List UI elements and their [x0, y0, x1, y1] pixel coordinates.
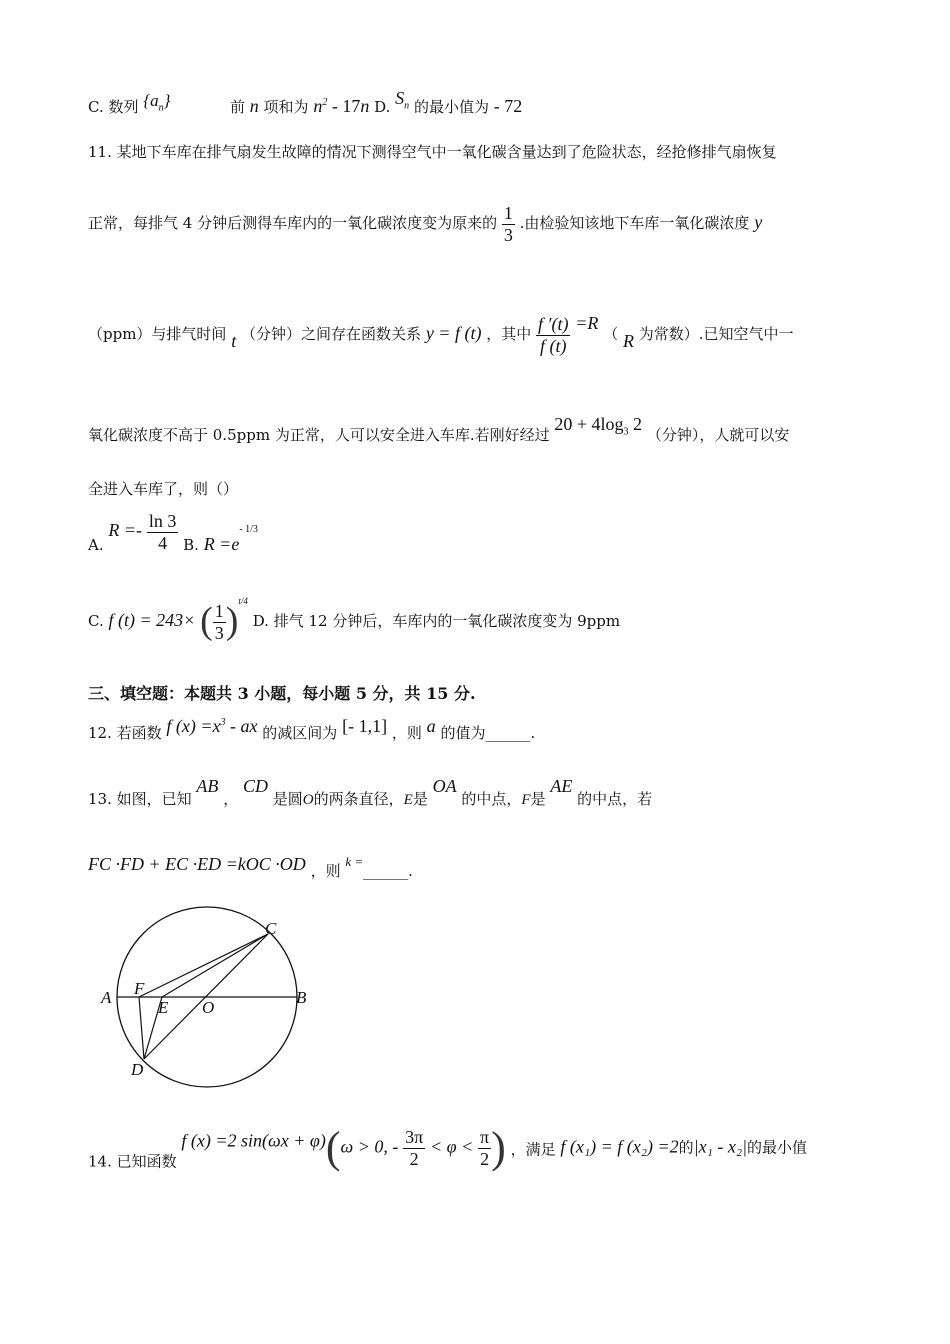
q14-cond-b: < φ < [430, 1136, 474, 1157]
q13-text-d: 的两条直径， [313, 790, 404, 808]
q11-line2-text: 正常，每排气 4 分钟后测得车库内的一氧化碳浓度变为原来的 [88, 214, 498, 233]
q13-F: F [521, 792, 531, 808]
q13-CD: CD [242, 776, 268, 796]
q10-tail: 的最小值为 [413, 98, 489, 116]
q14-frac-3pi2: $\frac{3\pi}{2}$ [405, 1127, 424, 1169]
q10-S: $S_n$ [395, 88, 410, 112]
label-c: C [265, 919, 277, 938]
q13-AE: AE [550, 776, 573, 796]
ratio-fraction: $\frac{f '(t)}{f (t)}$ [538, 313, 569, 356]
q13-AB: AB [196, 776, 219, 796]
q10-expr: $n^2 - 17n$ [313, 96, 370, 116]
q13-text-e: 是 [412, 790, 428, 808]
q14-text-c: 的 [678, 1138, 694, 1157]
option-a-fraction: $\frac{\ln 3}{4}$ [148, 511, 177, 553]
q13-equation: FC ·FD + EC ·ED =kOC ·OD [88, 854, 306, 874]
option-d-label: D. [374, 98, 391, 116]
option-b-lhs: R =e [203, 534, 240, 555]
ratio-eq: =R [575, 313, 599, 333]
q11-options-cd: C. f (t) = 243× ( $\frac{1}{3}$ )$^{t/4}$ D. 排气 12 分钟后，车库内的一氧化碳浓度变为 9ppm [88, 596, 621, 643]
q11-y: y [754, 212, 763, 233]
q10-text-sum: 项和为 [263, 98, 309, 116]
q13-line2 [88, 854, 413, 880]
label-f: F [134, 979, 145, 998]
q10-option-c-line [88, 88, 522, 118]
q13-O: O [302, 792, 314, 808]
q11-options-ab [88, 511, 258, 556]
q11-func: y = f (t) [425, 323, 482, 343]
section-heading: 三、填空题：本题共 3 小题，每小题 5 分，共 15 分. [88, 684, 476, 703]
q11-line3 [88, 313, 794, 356]
q13-text-c: 是圆 [272, 790, 303, 808]
q11-line2-text-b: .由检验知该地下车库一氧化碳浓度 [519, 214, 750, 233]
q11-R: R [622, 331, 634, 351]
q13-OA: OA [432, 776, 457, 796]
q11-line3-text-c: ，其中 [486, 325, 532, 343]
q10-value: - 72 [493, 96, 523, 116]
q14-func: f (x) =2 sin(ωx + φ) [181, 1130, 326, 1151]
q14-line: 14. 已知函数 f (x) =2 sin(ωx + φ)(ω > 0, - $\frac{3\pi}{2}$ < φ < $\frac{\pi}{2}$ ) ，满足 f (x₁) = f (x₂) =2的|x₁ - x₂|的最小值 [88, 1123, 808, 1172]
seq-a: $\{a_n\}$ [143, 91, 171, 114]
q11-line3-text-b: （分钟）之间存在函数关系 [241, 325, 422, 343]
q14-text-d: 的最小值 [747, 1138, 808, 1157]
q14-cond-a: ω > 0, - [340, 1136, 399, 1157]
q12-line [88, 716, 535, 742]
q14-abs: |x₁ - x₂| [693, 1136, 748, 1157]
q13-comma: ， [223, 790, 239, 808]
q14-frac-pi2: $\frac{\pi}{2}$ [480, 1127, 490, 1169]
q11-line4 [88, 414, 789, 444]
option-c-label: C. 数列 [88, 98, 139, 116]
label-b: B [296, 988, 307, 1007]
q10-n: n [249, 96, 259, 116]
segment-fc [139, 934, 268, 997]
q11-line4-text-b: （分钟），人就可以安 [646, 426, 790, 444]
q12-text-b: 的减区间为 [262, 724, 338, 742]
q14-text: 14. 已知函数 [88, 1152, 177, 1171]
option-c-lhs: f (t) = 243× [108, 610, 196, 630]
q13-E: E [403, 792, 413, 808]
q13-text-g: 是 [530, 790, 546, 808]
option-b-exponent: - 1/3 [239, 524, 258, 536]
q11-line1: 11. 某地下车库在排气扇发生故障的情况下测得空气中一氧化碳含量达到了危险状态，经抢修排气扇恢复 [88, 143, 777, 161]
q12-var: a [426, 716, 436, 736]
label-e: E [158, 998, 169, 1017]
option-d-text: D. 排气 12 分钟后，车库内的一氧化碳浓度变为 9ppm [252, 612, 621, 630]
q13-text: 13. 如图，已知 [88, 790, 192, 808]
q11-line3-text: （ppm）与排气时间 [88, 325, 227, 343]
q13-text-h: 的中点，若 [577, 790, 653, 808]
option-a-label: A. [88, 536, 104, 555]
circle-diagram [95, 905, 325, 1090]
time-expr: $20 + 4\log_3$ 2 [554, 414, 643, 438]
option-c-label-q11: C. [88, 612, 104, 630]
q12-text-d: 的值为______. [440, 724, 536, 742]
q12-text: 12. 若函数 [88, 724, 162, 742]
segment-fd [139, 997, 144, 1059]
q11-line3-text-e: 为常数）.已知空气中一 [638, 325, 794, 343]
option-c-exponent: t/4 [238, 596, 248, 606]
q10-text-front: 前 [229, 98, 245, 116]
q13-text-i: ，则 [310, 862, 341, 880]
q14-eq: f (x₁) = f (x₂) =2 [560, 1136, 679, 1157]
q12-text-c: ，则 [391, 724, 422, 742]
label-d: D [131, 1060, 144, 1079]
q11-line4-text: 氧化碳浓度不高于 0.5ppm 为正常，人可以安全进入车库.若刚好经过 [88, 426, 550, 444]
q12-interval: [- 1,1] [342, 716, 388, 736]
q14-text-b: ，满足 [510, 1140, 556, 1159]
fraction-one-third: $\frac{1}{3}$ [503, 203, 513, 245]
label-o: O [202, 998, 215, 1017]
q11-line5: 全进入车库了，则（） [88, 480, 239, 498]
q13-text-f: 的中点， [461, 790, 522, 808]
label-a: A [101, 988, 112, 1007]
q11-t: t [231, 331, 237, 351]
option-a-lhs: R =- [108, 520, 143, 541]
q13-line1 [88, 776, 652, 809]
q13-blank: ______. [363, 862, 413, 880]
q12-func: f $(x) =x^3$ - ax [166, 716, 258, 736]
q11-line3-paren: （ [603, 325, 619, 343]
option-b-label: B. [183, 536, 199, 555]
q11-line2 [88, 203, 762, 245]
option-c-fraction: $\frac{1}{3}$ [214, 600, 224, 643]
q13-k: k = [345, 854, 364, 869]
